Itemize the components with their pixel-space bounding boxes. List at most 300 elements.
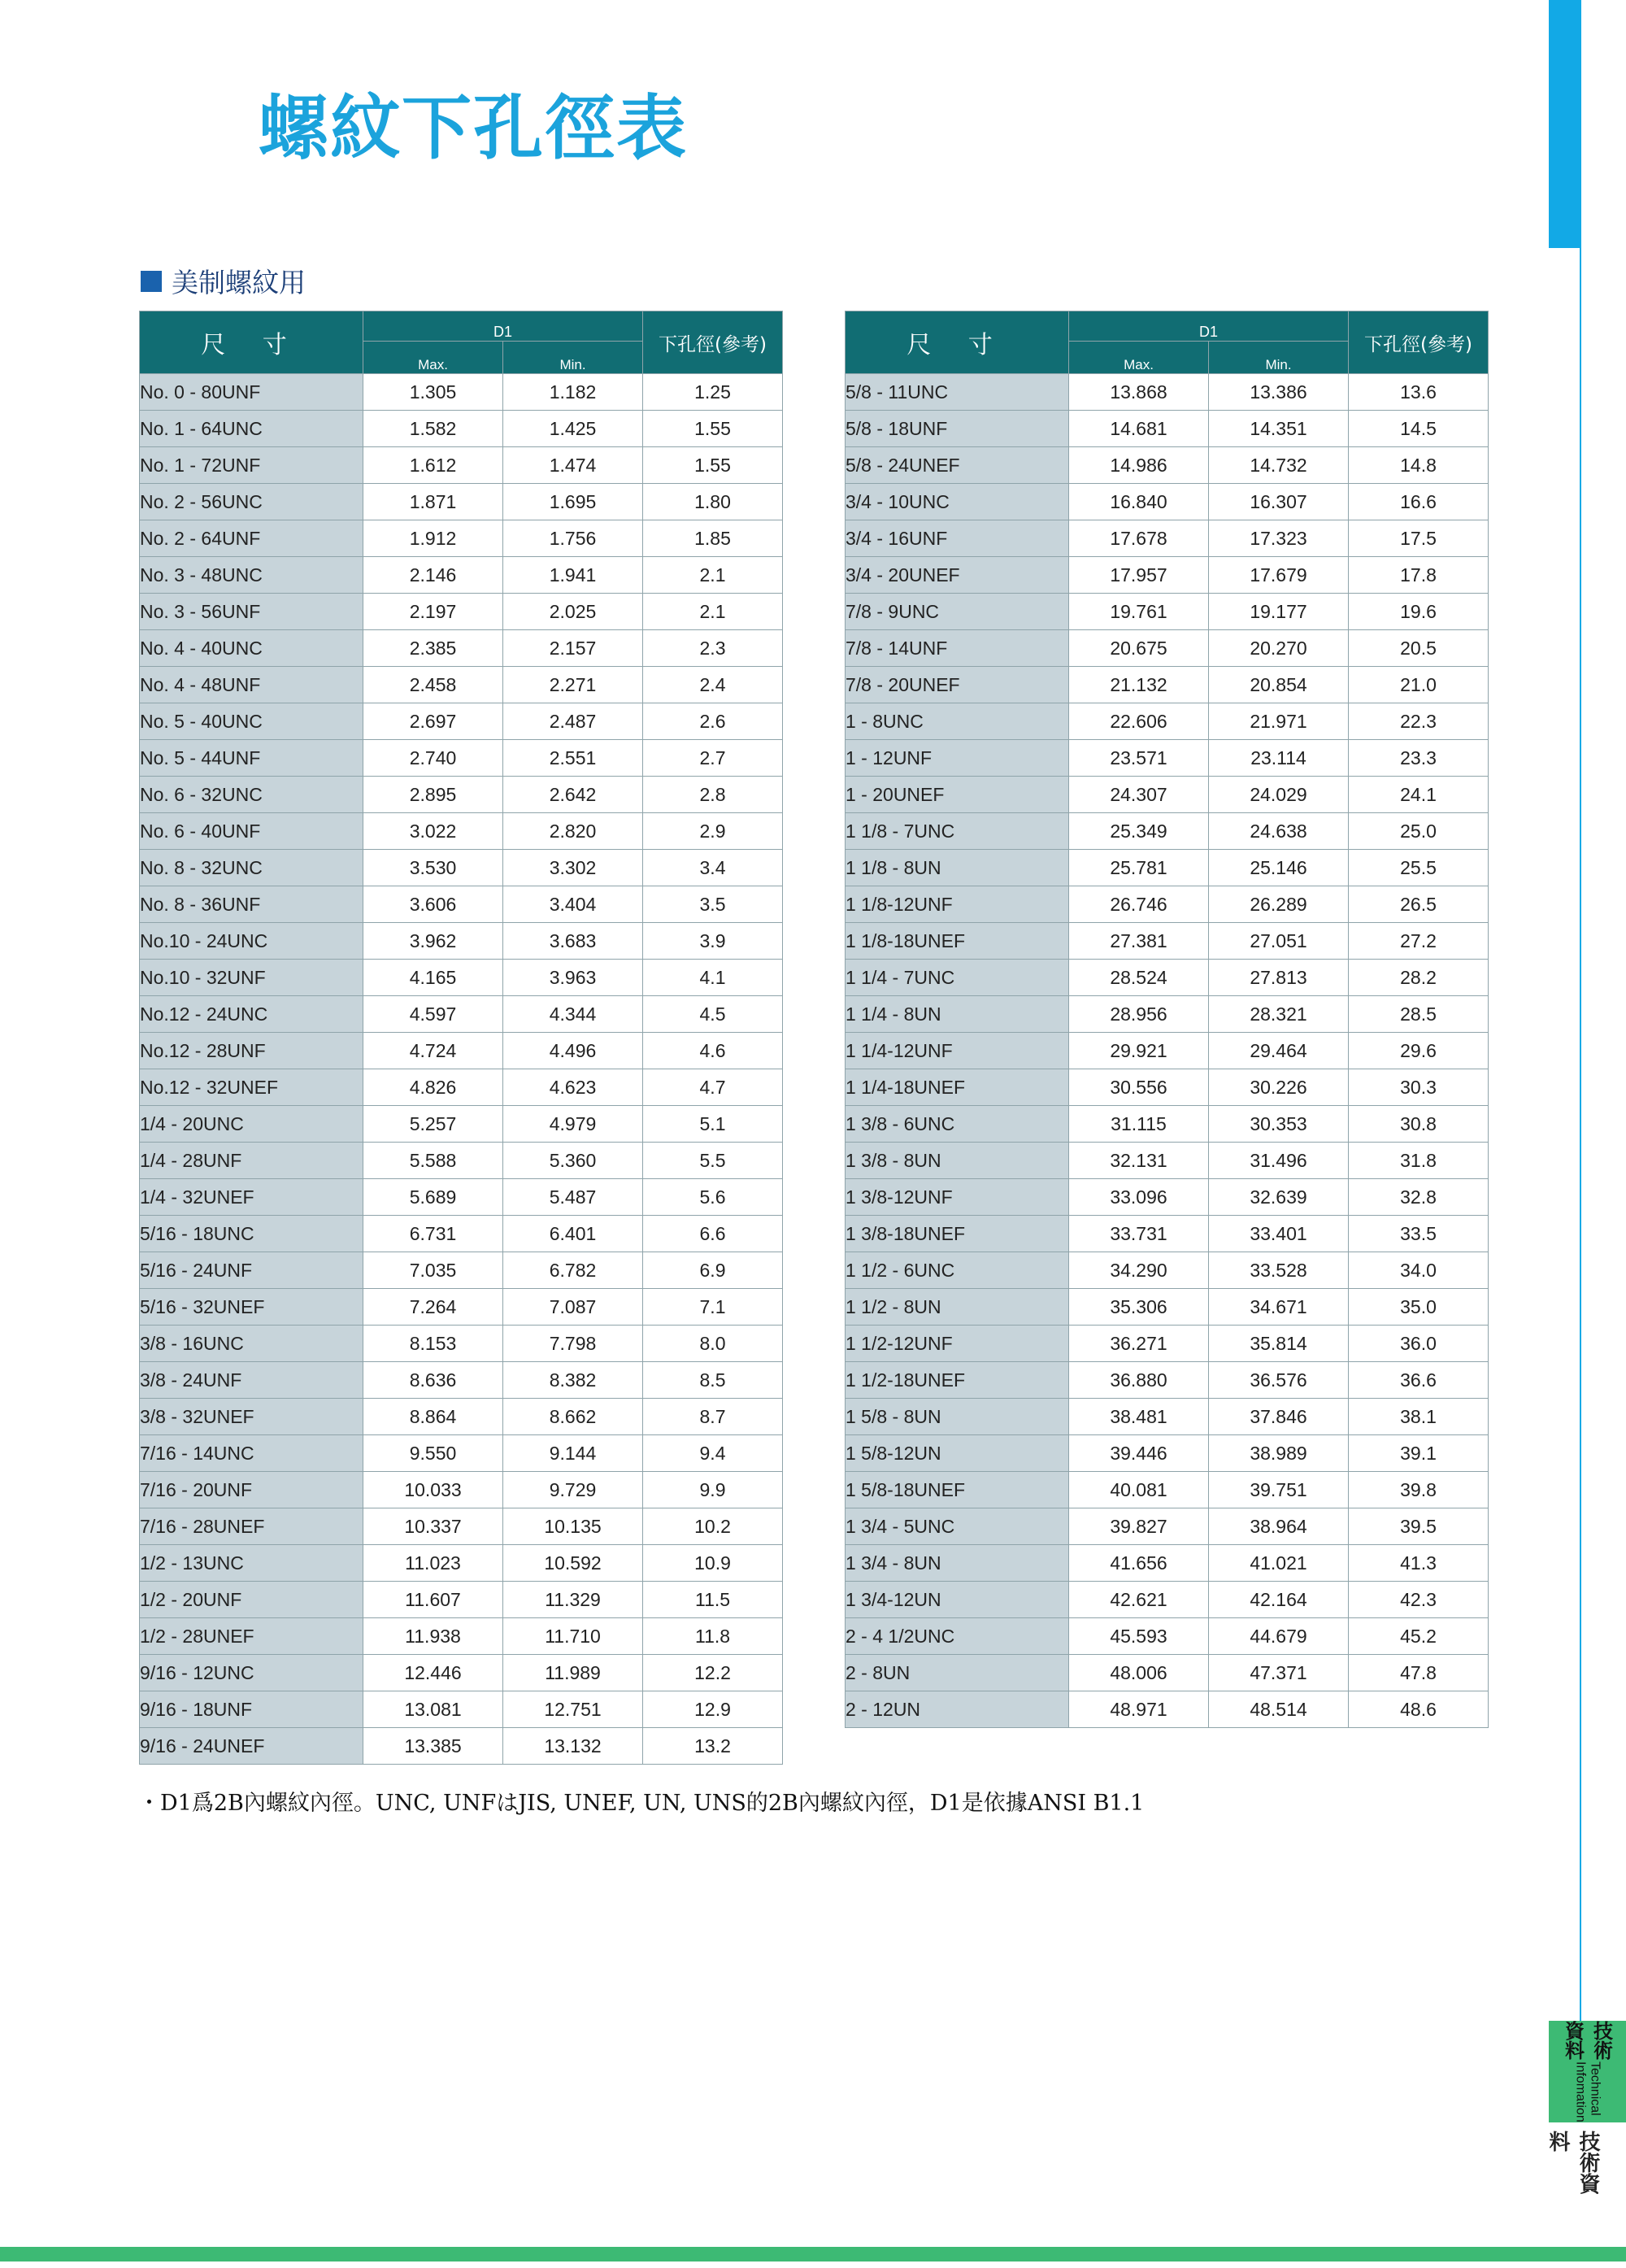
max-cell: 2.146	[363, 557, 503, 594]
min-cell: 13.386	[1209, 374, 1349, 411]
size-cell: No. 3 - 56UNF	[140, 594, 363, 630]
table-row	[140, 813, 783, 850]
accent-bar-top	[1549, 0, 1581, 248]
table-row	[846, 1435, 1489, 1472]
table-row	[846, 740, 1489, 777]
table-row	[140, 1362, 783, 1399]
max-cell: 28.524	[1069, 960, 1209, 996]
max-cell: 16.840	[1069, 484, 1209, 520]
min-cell: 9.729	[503, 1472, 643, 1508]
table-row	[140, 1472, 783, 1508]
ref-cell: 39.5	[1349, 1508, 1489, 1545]
size-cell: 1 3/4-12UN	[846, 1582, 1069, 1618]
max-cell: 9.550	[363, 1435, 503, 1472]
ref-cell: 1.25	[643, 374, 783, 411]
size-cell: 1 - 20UNEF	[846, 777, 1069, 813]
table-row	[140, 447, 783, 484]
size-cell: No. 1 - 72UNF	[140, 447, 363, 484]
table-row	[140, 1326, 783, 1362]
table-row	[140, 667, 783, 703]
max-cell: 38.481	[1069, 1399, 1209, 1435]
size-cell: No. 4 - 48UNF	[140, 667, 363, 703]
min-cell: 38.989	[1209, 1435, 1349, 1472]
size-cell: No.12 - 28UNF	[140, 1033, 363, 1069]
max-cell: 42.621	[1069, 1582, 1209, 1618]
table-row	[140, 594, 783, 630]
side-tab-label: 技術資料	[1561, 2021, 1613, 2060]
min-cell: 30.353	[1209, 1106, 1349, 1143]
ref-cell: 4.6	[643, 1033, 783, 1069]
table-row	[140, 374, 783, 411]
ref-cell: 48.6	[1349, 1691, 1489, 1728]
ref-cell: 9.4	[643, 1435, 783, 1472]
ref-cell: 3.9	[643, 923, 783, 960]
ref-cell: 2.6	[643, 703, 783, 740]
table-row	[140, 630, 783, 667]
size-cell: 1 1/8-12UNF	[846, 886, 1069, 923]
ref-cell: 38.1	[1349, 1399, 1489, 1435]
max-cell: 14.681	[1069, 411, 1209, 447]
table-row	[140, 740, 783, 777]
size-cell: 3/8 - 32UNEF	[140, 1399, 363, 1435]
table-row	[846, 1399, 1489, 1435]
ref-cell: 1.55	[643, 447, 783, 484]
min-cell: 32.639	[1209, 1179, 1349, 1216]
table-row	[140, 850, 783, 886]
ref-cell: 28.2	[1349, 960, 1489, 996]
ref-cell: 10.9	[643, 1545, 783, 1582]
size-cell: 1 1/8-18UNEF	[846, 923, 1069, 960]
min-cell: 1.941	[503, 557, 643, 594]
ref-cell: 4.1	[643, 960, 783, 996]
table-row	[846, 667, 1489, 703]
table-row	[140, 1582, 783, 1618]
ref-cell: 24.1	[1349, 777, 1489, 813]
min-cell: 16.307	[1209, 484, 1349, 520]
max-cell: 39.446	[1069, 1435, 1209, 1472]
min-cell: 48.514	[1209, 1691, 1349, 1728]
ref-cell: 1.55	[643, 411, 783, 447]
accent-line-right	[1580, 248, 1581, 2021]
min-cell: 1.474	[503, 447, 643, 484]
table-row	[846, 1033, 1489, 1069]
max-cell: 23.571	[1069, 740, 1209, 777]
min-cell: 17.323	[1209, 520, 1349, 557]
ref-cell: 13.6	[1349, 374, 1489, 411]
max-cell: 8.636	[363, 1362, 503, 1399]
ref-cell: 11.8	[643, 1618, 783, 1655]
ref-cell: 5.1	[643, 1106, 783, 1143]
min-cell: 19.177	[1209, 594, 1349, 630]
min-cell: 13.132	[503, 1728, 643, 1765]
size-cell: 3/4 - 16UNF	[846, 520, 1069, 557]
max-cell: 11.938	[363, 1618, 503, 1655]
min-cell: 2.025	[503, 594, 643, 630]
min-cell: 1.695	[503, 484, 643, 520]
ref-cell: 7.1	[643, 1289, 783, 1326]
max-cell: 1.582	[363, 411, 503, 447]
max-cell: 8.153	[363, 1326, 503, 1362]
size-cell: 1 3/4 - 8UN	[846, 1545, 1069, 1582]
table-row	[140, 1618, 783, 1655]
min-cell: 25.146	[1209, 850, 1349, 886]
min-cell: 10.135	[503, 1508, 643, 1545]
table-row	[140, 1728, 783, 1765]
min-cell: 2.820	[503, 813, 643, 850]
max-cell: 27.381	[1069, 923, 1209, 960]
ref-cell: 6.9	[643, 1252, 783, 1289]
table-row	[846, 996, 1489, 1033]
max-cell: 39.827	[1069, 1508, 1209, 1545]
table-row	[846, 374, 1489, 411]
max-cell: 7.264	[363, 1289, 503, 1326]
max-cell: 4.724	[363, 1033, 503, 1069]
table-row	[846, 1362, 1489, 1399]
ref-cell: 2.7	[643, 740, 783, 777]
min-cell: 23.114	[1209, 740, 1349, 777]
table-row	[140, 996, 783, 1033]
size-cell: 7/8 - 14UNF	[846, 630, 1069, 667]
max-cell: 14.986	[1069, 447, 1209, 484]
size-cell: 7/8 - 9UNC	[846, 594, 1069, 630]
min-cell: 28.321	[1209, 996, 1349, 1033]
ref-cell: 29.6	[1349, 1033, 1489, 1069]
table-row	[140, 1216, 783, 1252]
min-cell: 38.964	[1209, 1508, 1349, 1545]
max-cell: 34.290	[1069, 1252, 1209, 1289]
min-cell: 2.642	[503, 777, 643, 813]
header-ref: 下孔徑(參考)	[1349, 311, 1489, 374]
max-cell: 32.131	[1069, 1143, 1209, 1179]
ref-cell: 3.5	[643, 886, 783, 923]
table-row	[140, 1655, 783, 1691]
max-cell: 11.023	[363, 1545, 503, 1582]
min-cell: 42.164	[1209, 1582, 1349, 1618]
max-cell: 3.530	[363, 850, 503, 886]
thread-table-left	[139, 311, 783, 1765]
size-cell: 1 3/8-12UNF	[846, 1179, 1069, 1216]
table-row	[846, 813, 1489, 850]
table-row	[846, 557, 1489, 594]
table-row	[140, 1545, 783, 1582]
ref-cell: 16.6	[1349, 484, 1489, 520]
square-bullet-icon	[141, 271, 162, 292]
max-cell: 1.612	[363, 447, 503, 484]
size-cell: 5/16 - 18UNC	[140, 1216, 363, 1252]
size-cell: 1/2 - 20UNF	[140, 1582, 363, 1618]
table-row	[140, 923, 783, 960]
max-cell: 2.385	[363, 630, 503, 667]
max-cell: 6.731	[363, 1216, 503, 1252]
min-cell: 2.487	[503, 703, 643, 740]
table-row	[846, 1216, 1489, 1252]
max-cell: 10.337	[363, 1508, 503, 1545]
header-d1: D1	[363, 311, 643, 342]
max-cell: 21.132	[1069, 667, 1209, 703]
size-cell: 5/8 - 24UNEF	[846, 447, 1069, 484]
max-cell: 1.871	[363, 484, 503, 520]
table-row	[846, 1143, 1489, 1179]
ref-cell: 39.8	[1349, 1472, 1489, 1508]
max-cell: 1.912	[363, 520, 503, 557]
table-row	[140, 1179, 783, 1216]
table-row	[846, 1289, 1489, 1326]
ref-cell: 36.6	[1349, 1362, 1489, 1399]
table-row	[846, 960, 1489, 996]
size-cell: 1 1/8 - 7UNC	[846, 813, 1069, 850]
min-cell: 17.679	[1209, 557, 1349, 594]
max-cell: 28.956	[1069, 996, 1209, 1033]
ref-cell: 2.9	[643, 813, 783, 850]
min-cell: 9.144	[503, 1435, 643, 1472]
max-cell: 41.656	[1069, 1545, 1209, 1582]
size-cell: No.12 - 24UNC	[140, 996, 363, 1033]
footnote: ・D1爲2B內螺紋內徑。UNC, UNFはJIS, UNEF, UN, UNS的2B內螺紋內徑，D1是依據ANSI B1.1	[138, 1791, 1145, 1816]
size-cell: No. 2 - 56UNC	[140, 484, 363, 520]
size-cell: 1 1/4 - 8UN	[846, 996, 1069, 1033]
min-cell: 7.087	[503, 1289, 643, 1326]
size-cell: 2 - 8UN	[846, 1655, 1069, 1691]
max-cell: 22.606	[1069, 703, 1209, 740]
max-cell: 29.921	[1069, 1033, 1209, 1069]
ref-cell: 35.0	[1349, 1289, 1489, 1326]
table-row	[846, 484, 1489, 520]
max-cell: 5.588	[363, 1143, 503, 1179]
max-cell: 11.607	[363, 1582, 503, 1618]
size-cell: 5/16 - 32UNEF	[140, 1289, 363, 1326]
table-row	[846, 1069, 1489, 1106]
size-cell: 9/16 - 12UNC	[140, 1655, 363, 1691]
header-max: Max.	[1069, 342, 1209, 374]
max-cell: 13.868	[1069, 374, 1209, 411]
min-cell: 12.751	[503, 1691, 643, 1728]
table-row	[140, 960, 783, 996]
max-cell: 2.740	[363, 740, 503, 777]
ref-cell: 9.9	[643, 1472, 783, 1508]
table-row	[140, 1399, 783, 1435]
ref-cell: 8.5	[643, 1362, 783, 1399]
table-row	[140, 520, 783, 557]
side-tab-sublabel: Technical Infomation	[1573, 2061, 1602, 2122]
max-cell: 2.697	[363, 703, 503, 740]
table-row	[140, 1033, 783, 1069]
ref-cell: 2.8	[643, 777, 783, 813]
ref-cell: 1.80	[643, 484, 783, 520]
size-cell: 1 - 8UNC	[846, 703, 1069, 740]
ref-cell: 3.4	[643, 850, 783, 886]
min-cell: 30.226	[1209, 1069, 1349, 1106]
table-row	[846, 1472, 1489, 1508]
table-row	[846, 594, 1489, 630]
ref-cell: 4.5	[643, 996, 783, 1033]
size-cell: No. 0 - 80UNF	[140, 374, 363, 411]
table-row	[140, 484, 783, 520]
min-cell: 1.756	[503, 520, 643, 557]
table-row	[846, 1545, 1489, 1582]
min-cell: 7.798	[503, 1326, 643, 1362]
size-cell: 1/4 - 20UNC	[140, 1106, 363, 1143]
header-max: Max.	[363, 342, 503, 374]
size-cell: No. 5 - 40UNC	[140, 703, 363, 740]
min-cell: 20.270	[1209, 630, 1349, 667]
size-cell: No. 5 - 44UNF	[140, 740, 363, 777]
table-row	[846, 850, 1489, 886]
size-cell: No. 1 - 64UNC	[140, 411, 363, 447]
size-cell: 1 1/4-18UNEF	[846, 1069, 1069, 1106]
ref-cell: 41.3	[1349, 1545, 1489, 1582]
side-tab[interactable]	[1549, 2021, 1626, 2122]
min-cell: 39.751	[1209, 1472, 1349, 1508]
max-cell: 25.781	[1069, 850, 1209, 886]
ref-cell: 27.2	[1349, 923, 1489, 960]
table-row	[140, 703, 783, 740]
max-cell: 4.597	[363, 996, 503, 1033]
ref-cell: 26.5	[1349, 886, 1489, 923]
ref-cell: 22.3	[1349, 703, 1489, 740]
ref-cell: 12.2	[643, 1655, 783, 1691]
min-cell: 1.182	[503, 374, 643, 411]
min-cell: 41.021	[1209, 1545, 1349, 1582]
size-cell: 1 - 12UNF	[846, 740, 1069, 777]
max-cell: 5.689	[363, 1179, 503, 1216]
ref-cell: 30.8	[1349, 1106, 1489, 1143]
max-cell: 19.761	[1069, 594, 1209, 630]
ref-cell: 32.8	[1349, 1179, 1489, 1216]
min-cell: 24.029	[1209, 777, 1349, 813]
ref-cell: 14.8	[1349, 447, 1489, 484]
size-cell: 1 3/8 - 6UNC	[846, 1106, 1069, 1143]
table-row	[846, 1618, 1489, 1655]
table-row	[140, 1069, 783, 1106]
ref-cell: 14.5	[1349, 411, 1489, 447]
min-cell: 8.382	[503, 1362, 643, 1399]
header-d1: D1	[1069, 311, 1349, 342]
max-cell: 13.385	[363, 1728, 503, 1765]
size-cell: 1/2 - 28UNEF	[140, 1618, 363, 1655]
table-row	[846, 1106, 1489, 1143]
header-size: 尺 寸	[846, 311, 1069, 374]
ref-cell: 4.7	[643, 1069, 783, 1106]
size-cell: 7/16 - 14UNC	[140, 1435, 363, 1472]
size-cell: 1 1/8 - 8UN	[846, 850, 1069, 886]
section-label: 美制螺紋用	[172, 267, 306, 298]
header-size: 尺 寸	[140, 311, 363, 374]
table-row	[846, 411, 1489, 447]
size-cell: 1 5/8-18UNEF	[846, 1472, 1069, 1508]
size-cell: 7/8 - 20UNEF	[846, 667, 1069, 703]
max-cell: 2.197	[363, 594, 503, 630]
table-row	[846, 703, 1489, 740]
ref-cell: 5.5	[643, 1143, 783, 1179]
ref-cell: 28.5	[1349, 996, 1489, 1033]
table-row	[846, 630, 1489, 667]
min-cell: 10.592	[503, 1545, 643, 1582]
ref-cell: 25.0	[1349, 813, 1489, 850]
max-cell: 26.746	[1069, 886, 1209, 923]
size-cell: 1 3/8 - 8UN	[846, 1143, 1069, 1179]
ref-cell: 33.5	[1349, 1216, 1489, 1252]
size-cell: 7/16 - 28UNEF	[140, 1508, 363, 1545]
size-cell: 1 1/2-12UNF	[846, 1326, 1069, 1362]
size-cell: No.10 - 32UNF	[140, 960, 363, 996]
min-cell: 3.302	[503, 850, 643, 886]
max-cell: 30.556	[1069, 1069, 1209, 1106]
size-cell: 1/4 - 28UNF	[140, 1143, 363, 1179]
size-cell: 1 1/2 - 8UN	[846, 1289, 1069, 1326]
min-cell: 11.989	[503, 1655, 643, 1691]
size-cell: 5/16 - 24UNF	[140, 1252, 363, 1289]
size-cell: 1 3/8-18UNEF	[846, 1216, 1069, 1252]
ref-cell: 13.2	[643, 1728, 783, 1765]
max-cell: 3.962	[363, 923, 503, 960]
min-cell: 24.638	[1209, 813, 1349, 850]
table-row	[140, 411, 783, 447]
ref-cell: 20.5	[1349, 630, 1489, 667]
size-cell: 5/8 - 11UNC	[846, 374, 1069, 411]
ref-cell: 2.1	[643, 594, 783, 630]
table-row	[140, 1106, 783, 1143]
min-cell: 20.854	[1209, 667, 1349, 703]
min-cell: 31.496	[1209, 1143, 1349, 1179]
max-cell: 17.678	[1069, 520, 1209, 557]
min-cell: 34.671	[1209, 1289, 1349, 1326]
size-cell: 3/4 - 10UNC	[846, 484, 1069, 520]
max-cell: 36.271	[1069, 1326, 1209, 1362]
ref-cell: 45.2	[1349, 1618, 1489, 1655]
header-ref: 下孔徑(參考)	[643, 311, 783, 374]
max-cell: 36.880	[1069, 1362, 1209, 1399]
min-cell: 27.051	[1209, 923, 1349, 960]
min-cell: 4.496	[503, 1033, 643, 1069]
table-row	[140, 1508, 783, 1545]
max-cell: 31.115	[1069, 1106, 1209, 1143]
size-cell: No. 2 - 64UNF	[140, 520, 363, 557]
ref-cell: 10.2	[643, 1508, 783, 1545]
min-cell: 8.662	[503, 1399, 643, 1435]
max-cell: 25.349	[1069, 813, 1209, 850]
ref-cell: 42.3	[1349, 1582, 1489, 1618]
max-cell: 3.022	[363, 813, 503, 850]
max-cell: 10.033	[363, 1472, 503, 1508]
ref-cell: 2.3	[643, 630, 783, 667]
min-cell: 1.425	[503, 411, 643, 447]
max-cell: 48.006	[1069, 1655, 1209, 1691]
size-cell: 3/8 - 16UNC	[140, 1326, 363, 1362]
min-cell: 27.813	[1209, 960, 1349, 996]
max-cell: 17.957	[1069, 557, 1209, 594]
size-cell: No. 6 - 32UNC	[140, 777, 363, 813]
size-cell: 2 - 12UN	[846, 1691, 1069, 1728]
size-cell: 3/8 - 24UNF	[140, 1362, 363, 1399]
max-cell: 35.306	[1069, 1289, 1209, 1326]
side-text: 技術資料	[1546, 2131, 1600, 2194]
ref-cell: 30.3	[1349, 1069, 1489, 1106]
ref-cell: 8.0	[643, 1326, 783, 1362]
size-cell: 1 5/8 - 8UN	[846, 1399, 1069, 1435]
size-cell: 9/16 - 18UNF	[140, 1691, 363, 1728]
ref-cell: 2.4	[643, 667, 783, 703]
min-cell: 6.401	[503, 1216, 643, 1252]
size-cell: 2 - 4 1/2UNC	[846, 1618, 1069, 1655]
min-cell: 3.963	[503, 960, 643, 996]
max-cell: 33.096	[1069, 1179, 1209, 1216]
min-cell: 21.971	[1209, 703, 1349, 740]
min-cell: 4.344	[503, 996, 643, 1033]
ref-cell: 34.0	[1349, 1252, 1489, 1289]
ref-cell: 2.1	[643, 557, 783, 594]
max-cell: 20.675	[1069, 630, 1209, 667]
ref-cell: 21.0	[1349, 667, 1489, 703]
